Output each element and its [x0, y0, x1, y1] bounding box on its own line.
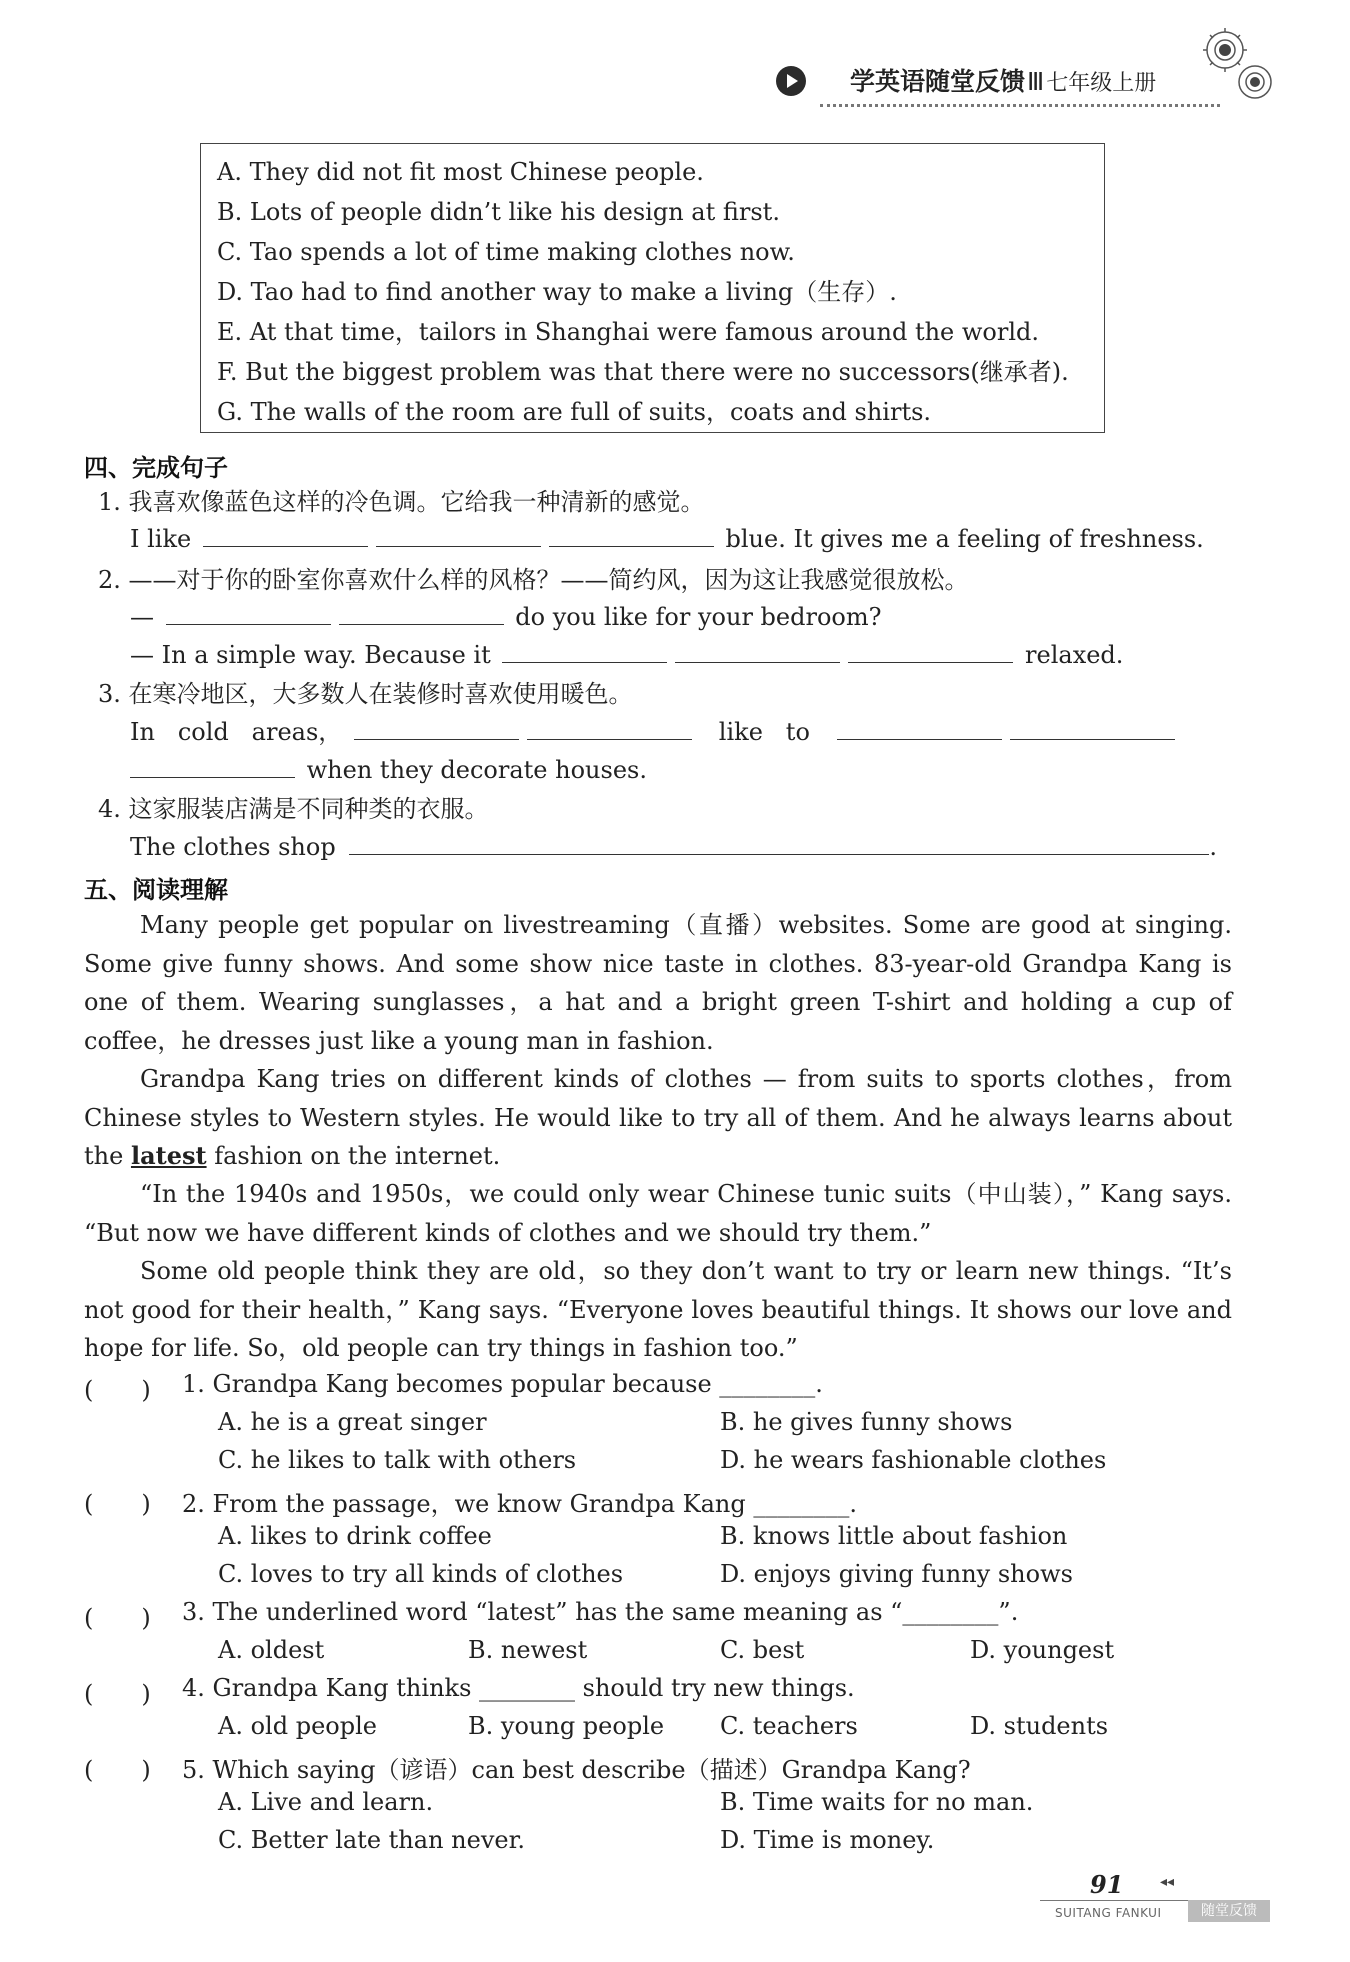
blank-field[interactable] — [339, 601, 504, 625]
answer-paren[interactable]: ( ) — [84, 1680, 151, 1708]
question-text: 3. The underlined word “latest” has the same meaning as “________”. — [182, 1598, 1019, 1626]
question-text: 5. Which saying（谚语）can best describe（描述）Grandpa Kang? — [182, 1756, 971, 1784]
blank-field[interactable] — [349, 831, 1209, 855]
blank-field[interactable] — [675, 639, 840, 663]
option-g: G. The walls of the room are full of suits，coats and shirts. — [217, 398, 932, 426]
blank-field[interactable] — [166, 601, 331, 625]
q3-chinese: 3. 在寒冷地区，大多数人在装修时喜欢使用暖色。 — [98, 680, 633, 708]
blank-field[interactable] — [1010, 716, 1175, 740]
option-f: F. But the biggest problem was that there were no successors(继承者). — [217, 358, 1069, 386]
q3-english-a: In cold areas， like to — [130, 715, 1179, 749]
choice-b[interactable]: B. young people — [468, 1712, 665, 1740]
book-title: 学英语随堂反馈Ⅲ七年级上册 — [850, 67, 1157, 96]
choice-b[interactable]: B. knows little about fashion — [720, 1522, 1068, 1550]
choice-b[interactable]: B. he gives funny shows — [720, 1408, 1013, 1436]
blank-field[interactable] — [130, 754, 295, 778]
q4-chinese: 4. 这家服装店满是不同种类的衣服。 — [98, 795, 489, 823]
page-number: 91 — [1090, 1870, 1124, 1899]
blank-field[interactable] — [354, 716, 519, 740]
question-text: 2. From the passage，we know Grandpa Kang ________. — [182, 1490, 857, 1518]
option-a: A. They did not fit most Chinese people. — [217, 158, 704, 186]
choice-b[interactable]: B. Time waits for no man. — [720, 1788, 1034, 1816]
q2-english-b: — In a simple way. Because it relaxed. — [130, 641, 1124, 669]
passage-paragraph-3: “In the 1940s and 1950s，we could only wear Chinese tunic suits（中山装），” Kang says. “But now we have different kinds of clothes and we should try them.” — [84, 1180, 1232, 1247]
q1-chinese: 1. 我喜欢像蓝色这样的冷色调。它给我一种清新的感觉。 — [98, 488, 705, 516]
footer-brand: SUITANG FANKUI — [1055, 1906, 1162, 1920]
choice-a[interactable]: A. Live and learn. — [218, 1788, 434, 1816]
play-icon — [776, 66, 806, 96]
choice-b[interactable]: B. newest — [468, 1636, 588, 1664]
option-e: E. At that time，tailors in Shanghai were famous around the world. — [217, 318, 1040, 346]
blank-field[interactable] — [527, 716, 692, 740]
section-4-title: 四、完成句子 — [84, 454, 228, 482]
choice-a[interactable]: A. likes to drink coffee — [218, 1522, 492, 1550]
choice-d[interactable]: D. youngest — [970, 1636, 1115, 1664]
section-5-title: 五、阅读理解 — [84, 876, 228, 904]
choice-a[interactable]: A. he is a great singer — [218, 1408, 487, 1436]
blank-field[interactable] — [203, 523, 368, 547]
blank-field[interactable] — [837, 716, 1002, 740]
answer-paren[interactable]: ( ) — [84, 1604, 151, 1632]
option-d: D. Tao had to find another way to make a living（生存）. — [217, 278, 897, 306]
footer-badge: 随堂反馈 — [1188, 1900, 1270, 1922]
choice-c[interactable]: C. teachers — [720, 1712, 858, 1740]
q2-english-a: — do you like for your bedroom? — [130, 603, 882, 631]
choice-d[interactable]: D. enjoys giving funny shows — [720, 1560, 1073, 1588]
answer-paren[interactable]: ( ) — [84, 1490, 151, 1518]
passage-paragraph-2: Grandpa Kang tries on different kinds of clothes — from suits to sports clothes，from Chinese styles to Western styles. He would like to try all of them. And he always learns about the latest fashion on the internet. — [84, 1065, 1232, 1170]
q1-english: I like blue. It gives me a feeling of freshness. — [130, 525, 1204, 553]
choice-c[interactable]: C. best — [720, 1636, 805, 1664]
choice-c[interactable]: C. loves to try all kinds of clothes — [218, 1560, 624, 1588]
q4-english: The clothes shop . — [130, 833, 1217, 861]
choice-c[interactable]: C. Better late than never. — [218, 1826, 526, 1854]
header-divider — [820, 104, 1220, 107]
options-box — [200, 143, 1105, 433]
q2-chinese: 2. ——对于你的卧室你喜欢什么样的风格？——简约风，因为这让我感觉很放松。 — [98, 566, 969, 594]
choice-d[interactable]: D. Time is money. — [720, 1826, 935, 1854]
question-text: 1. Grandpa Kang becomes popular because ________. — [182, 1370, 823, 1398]
choice-a[interactable]: A. oldest — [218, 1636, 325, 1664]
answer-paren[interactable]: ( ) — [84, 1756, 151, 1784]
flower-decoration-icon — [1190, 20, 1280, 110]
arrow-left-icon: ◂◂ — [1160, 1874, 1175, 1890]
option-c: C. Tao spends a lot of time making clothes now. — [217, 238, 795, 266]
blank-field[interactable] — [502, 639, 667, 663]
choice-a[interactable]: A. old people — [218, 1712, 377, 1740]
answer-paren[interactable]: ( ) — [84, 1376, 151, 1404]
q3-english-b: when they decorate houses. — [130, 753, 647, 787]
question-text: 4. Grandpa Kang thinks ________ should try new things. — [182, 1674, 855, 1702]
choice-d[interactable]: D. he wears fashionable clothes — [720, 1446, 1107, 1474]
passage-paragraph-4: Some old people think they are old，so they don’t want to try or learn new things. “It’s not good for their health，” Kang says. “Everyone loves beautiful things. It shows our love and hope for life. So，old people can try things in fashion too.” — [84, 1257, 1232, 1362]
underlined-word: latest — [130, 1141, 207, 1170]
blank-field[interactable] — [549, 523, 714, 547]
blank-field[interactable] — [848, 639, 1013, 663]
option-b: B. Lots of people didn’t like his design at first. — [217, 198, 780, 226]
blank-field[interactable] — [376, 523, 541, 547]
choice-c[interactable]: C. he likes to talk with others — [218, 1446, 577, 1474]
passage-paragraph-1: Many people get popular on livestreaming（直播）websites. Some are good at singing. Some give funny shows. And some show nice taste in clothes. 83-year-old Grandpa Kang is one of them. Wearing sunglasses，a hat and a bright green T-shirt and holding a cup of coffee，he dresses just like a young man in fashion. — [84, 911, 1232, 1055]
choice-d[interactable]: D. students — [970, 1712, 1109, 1740]
